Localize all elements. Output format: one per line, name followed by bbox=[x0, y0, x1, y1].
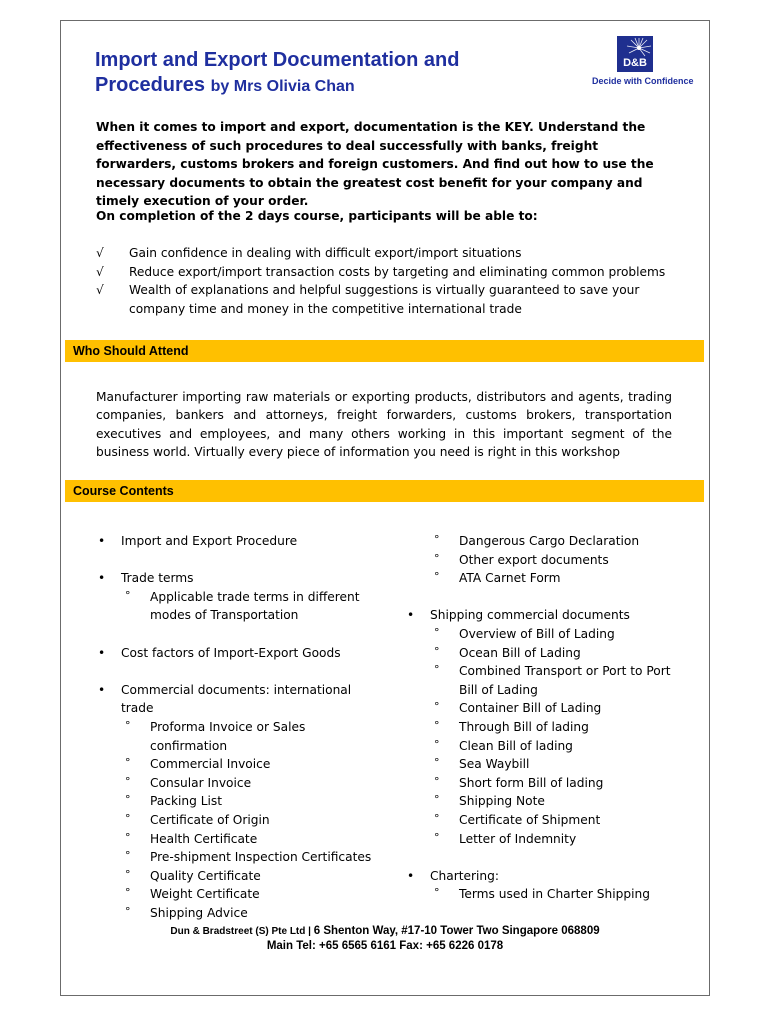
course-subitem-text: Sea Waybill bbox=[459, 757, 530, 772]
check-icon: √ bbox=[96, 283, 104, 298]
course-sublist bbox=[430, 885, 685, 904]
course-subitem-text: Pre-shipment Inspection Certificates bbox=[150, 850, 372, 865]
course-subitem bbox=[121, 588, 376, 625]
course-sublist bbox=[430, 532, 685, 588]
course-subitem-text: Dangerous Cargo Declaration bbox=[459, 534, 640, 548]
course-subitem bbox=[430, 718, 685, 737]
check-icon: √ bbox=[96, 264, 104, 279]
course-subitem bbox=[430, 792, 685, 811]
course-subitem-text: Through Bill of lading bbox=[459, 719, 589, 734]
course-sublist bbox=[430, 625, 685, 848]
course-subitem bbox=[121, 848, 376, 867]
course-subitem bbox=[430, 830, 685, 849]
course-item bbox=[96, 532, 376, 551]
sub-bullet-icon: ° bbox=[434, 811, 440, 825]
course-item-text: Shipping commercial documents bbox=[430, 608, 630, 623]
bullet-icon: • bbox=[98, 571, 106, 586]
course-subitem-text: ATA Carnet Form bbox=[459, 571, 561, 586]
course-subitem bbox=[430, 811, 685, 830]
course-subitem-text: Commercial Invoice bbox=[150, 757, 271, 772]
course-subitem-text: Letter of Indemnity bbox=[459, 831, 577, 846]
course-subitem-text: Shipping Note bbox=[459, 794, 545, 809]
completion-heading: On completion of the 2 days course, participants will be able to: bbox=[96, 209, 538, 223]
course-item-text: Chartering: bbox=[430, 868, 499, 883]
course-subitem bbox=[430, 644, 685, 663]
course-subitem bbox=[430, 699, 685, 718]
logo-emblem bbox=[617, 36, 653, 72]
course-subitem bbox=[430, 662, 685, 699]
sub-bullet-icon: ° bbox=[125, 811, 131, 825]
course-item-text: Commercial documents: international trade bbox=[121, 682, 352, 716]
benefit-item bbox=[96, 281, 676, 318]
sub-bullet-icon: ° bbox=[434, 886, 440, 900]
course-subitem bbox=[121, 774, 376, 793]
benefits-list bbox=[96, 244, 676, 318]
course-subitem-text: Container Bill of Lading bbox=[459, 701, 602, 716]
course-subitem-text: Overview of Bill of Lading bbox=[459, 626, 615, 641]
course-subitem bbox=[121, 811, 376, 830]
sub-bullet-icon: ° bbox=[434, 756, 440, 770]
course-subitem-text: Quality Certificate bbox=[150, 868, 261, 883]
benefit-text: Wealth of explanations and helpful suggestions is virtually guaranteed to save your company time and money in the competitive international trade bbox=[129, 283, 640, 316]
course-subitem bbox=[430, 625, 685, 644]
sub-bullet-icon: ° bbox=[434, 551, 440, 565]
benefit-item bbox=[96, 244, 676, 263]
bullet-icon: • bbox=[98, 645, 106, 660]
sub-bullet-icon: ° bbox=[125, 756, 131, 770]
bullet-icon: • bbox=[98, 682, 106, 697]
bullet-icon: • bbox=[98, 534, 106, 548]
course-subitem-text: Consular Invoice bbox=[150, 775, 252, 790]
course-sublist bbox=[121, 588, 376, 625]
course-subitem-text: Clean Bill of lading bbox=[459, 738, 573, 753]
dnb-logo bbox=[592, 36, 694, 92]
course-subitem bbox=[121, 718, 376, 755]
course-item bbox=[405, 606, 685, 625]
footer-contact: Main Tel: +65 6565 6161 Fax: +65 6226 0178 bbox=[266, 940, 504, 952]
course-sublist bbox=[121, 718, 376, 923]
course-item bbox=[96, 569, 376, 588]
footer-address: 6 Shenton Way, #17-10 Tower Two Singapore 068809 bbox=[313, 925, 600, 937]
sub-bullet-icon: ° bbox=[125, 793, 131, 807]
sub-bullet-icon: ° bbox=[434, 700, 440, 714]
course-subitem bbox=[430, 569, 685, 588]
sub-bullet-icon: ° bbox=[125, 849, 131, 863]
bullet-icon: • bbox=[407, 608, 415, 623]
course-subitem-text: Short form Bill of lading bbox=[459, 775, 604, 790]
sub-bullet-icon: ° bbox=[434, 737, 440, 751]
bullet-icon: • bbox=[407, 868, 415, 883]
course-subitem bbox=[121, 904, 376, 923]
course-subitem-text: Combined Transport or Port to Port Bill of Lading bbox=[459, 664, 671, 697]
course-item-text: Import and Export Procedure bbox=[121, 534, 298, 548]
sub-bullet-icon: ° bbox=[125, 830, 131, 844]
course-subitem bbox=[430, 532, 685, 551]
sub-bullet-icon: ° bbox=[434, 793, 440, 807]
course-subitem-text: Weight Certificate bbox=[150, 887, 260, 902]
course-subitem bbox=[430, 551, 685, 570]
course-contents-left-column bbox=[96, 532, 376, 922]
who-should-attend-text: Manufacturer importing raw materials or exporting products, distributors and agents, trading companies, bankers and attorneys, freight forwarders, customs brokers, transportation executives and employees, and many others working in this important segment of the business world. Virtually every piece of information you need is right in this workshop bbox=[96, 390, 672, 460]
course-subitem bbox=[121, 755, 376, 774]
benefit-text: Reduce export/import transaction costs by targeting and eliminating common problems bbox=[129, 264, 666, 279]
sub-bullet-icon: ° bbox=[125, 867, 131, 881]
title-line-2 bbox=[95, 73, 459, 99]
section-header-course-contents: Course Contents bbox=[65, 480, 704, 502]
sub-bullet-icon: ° bbox=[434, 625, 440, 639]
course-subitem bbox=[121, 830, 376, 849]
logo-tagline: Decide with Confidence bbox=[592, 76, 694, 86]
benefit-item bbox=[96, 263, 676, 282]
course-subitem-text: Certificate of Origin bbox=[150, 812, 270, 827]
title-line-1: Import and Export Documentation and bbox=[95, 49, 460, 71]
course-subitem bbox=[430, 755, 685, 774]
sub-bullet-icon: ° bbox=[434, 718, 440, 732]
title-author: by Mrs Olivia Chan bbox=[210, 78, 355, 95]
course-subitem-text: Applicable trade terms in different modes of Transportation bbox=[150, 589, 360, 623]
course-subitem bbox=[121, 792, 376, 811]
course-item bbox=[96, 644, 376, 663]
benefit-text: Gain confidence in dealing with difficult export/import situations bbox=[129, 246, 522, 260]
section-header-who-should-attend: Who Should Attend bbox=[65, 340, 704, 362]
course-contents-right-column bbox=[405, 532, 685, 904]
course-subitem bbox=[121, 867, 376, 886]
sub-bullet-icon: ° bbox=[434, 533, 440, 546]
course-subitem-text: Proforma Invoice or Sales confirmation bbox=[150, 719, 306, 753]
sub-bullet-icon: ° bbox=[434, 830, 440, 844]
logo-text: D&B bbox=[623, 57, 647, 69]
sub-bullet-icon: ° bbox=[125, 774, 131, 788]
title-procedures: Procedures bbox=[95, 74, 206, 96]
intro-paragraph: When it comes to import and export, documentation is the KEY. Understand the effectiveness of such procedures to deal successfully with banks, freight forwarders, customs brokers and foreign customers. And find out how to use the necessary documents to obtain the greatest cost benefit for your company and timely execution of your order. bbox=[96, 120, 654, 209]
sub-bullet-icon: ° bbox=[125, 588, 131, 602]
course-item-text: Trade terms bbox=[121, 571, 194, 586]
course-item bbox=[405, 867, 685, 886]
course-subitem-text: Other export documents bbox=[459, 552, 609, 567]
check-icon: √ bbox=[96, 246, 104, 260]
sub-bullet-icon: ° bbox=[434, 774, 440, 788]
course-subitem bbox=[121, 885, 376, 904]
footer bbox=[60, 924, 710, 954]
course-subitem-text: Ocean Bill of Lading bbox=[459, 645, 581, 660]
course-subitem bbox=[430, 885, 685, 904]
footer-company: Dun & Bradstreet (S) Pte Ltd | bbox=[170, 926, 311, 937]
sub-bullet-icon: ° bbox=[125, 886, 131, 900]
course-subitem-text: Packing List bbox=[150, 794, 223, 809]
course-subitem-text: Shipping Advice bbox=[150, 905, 248, 920]
sub-bullet-icon: ° bbox=[125, 904, 131, 918]
course-subitem-text: Terms used in Charter Shipping bbox=[459, 887, 650, 902]
course-subitem-text: Health Certificate bbox=[150, 831, 258, 846]
sub-bullet-icon: ° bbox=[125, 718, 131, 732]
sub-bullet-icon: ° bbox=[434, 663, 440, 677]
course-item bbox=[96, 681, 376, 718]
sub-bullet-icon: ° bbox=[434, 644, 440, 658]
sub-bullet-icon: ° bbox=[434, 570, 440, 584]
course-subitem bbox=[430, 774, 685, 793]
footer-line-1 bbox=[60, 924, 710, 939]
page-title bbox=[95, 48, 459, 99]
course-subitem-text: Certificate of Shipment bbox=[459, 812, 601, 827]
course-subitem bbox=[430, 737, 685, 756]
course-item-text: Cost factors of Import-Export Goods bbox=[121, 645, 341, 660]
